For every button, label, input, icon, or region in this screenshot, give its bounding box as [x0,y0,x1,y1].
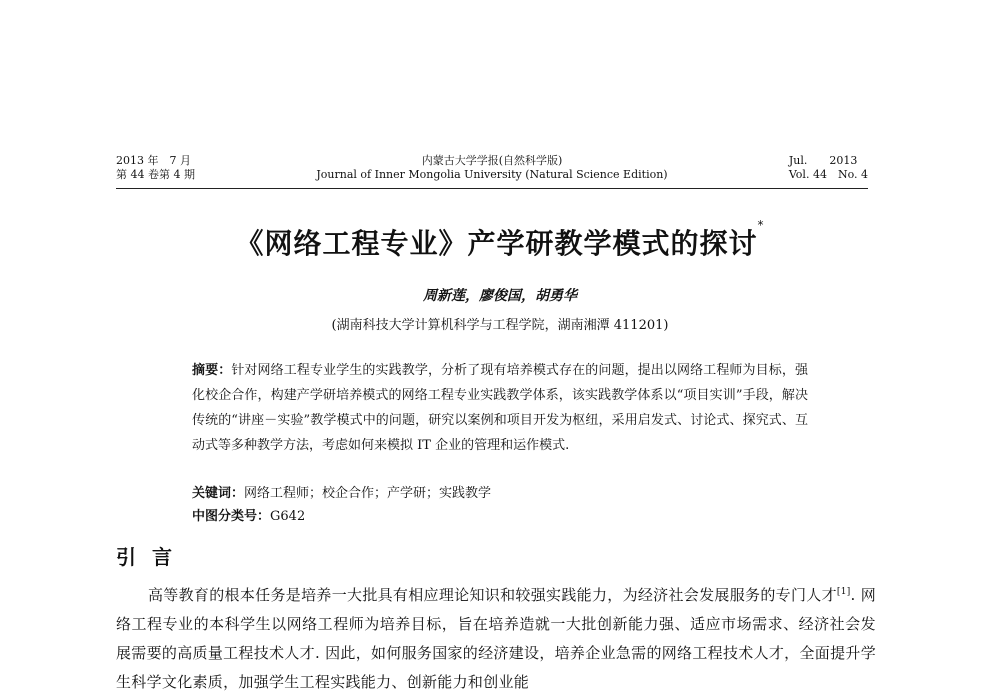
volume-issue-cn: 第 44 卷第 4 期 [116,168,195,181]
journal-name-en: Journal of Inner Mongolia University (Natural Science Edition) [316,168,668,181]
header-rule [116,188,868,189]
body-text-part2: . 网络工程专业的本科学生以网络工程师为培养目标，旨在培养造就一大批创新能力强、适应市场需求、经济社会发展需要的高质量工程技术人才. 因此，如何服务国家的经济建设，培养企业急需的网络工程技术人才，全面提升学生科学文化素质，加强学生工程实践能力、创新能力和创业能 [116,586,876,691]
section-heading: 引言 [116,545,188,569]
keywords-text: 网络工程师；校企合作；产学研；实践教学 [244,486,492,501]
issue-date: 2013 年 7 月 [116,154,191,167]
authors: 周新莲，廖俊国，胡勇华 [423,288,577,304]
journal-name-block [116,154,868,182]
journal-name-cn: 内蒙古大学学报(自然科学版) [421,154,563,167]
body-text [116,578,876,697]
clc-text: G642 [270,509,306,524]
abstract-text: 针对网络工程专业学生的实践教学，分析了现有培养模式存在的问题，提出以网络工程师为目标，强化校企合作，构建产学研培养模式的网络工程专业实践教学体系，该实践教学体系以“项目实训”手段，解决传统的“讲座－实验”教学模式中的问题，研究以案例和项目开发为枢纽，采用启发式、讨论式、探究式、互动式等多种教学方法，考虑如何来模拟 IT 企业的管理和运作模式. [192,363,808,453]
body-text-part1: 高等教育的根本任务是培养一大批具有相应理论知识和较强实践能力，为经济社会发展服务的专门人才 [148,586,837,604]
journal-header [116,154,868,184]
paper-title-text: 《网络工程专业》产学研教学模式的探讨 [235,227,758,260]
issue-en-block [789,154,868,182]
keywords-label: 关键词： [192,486,245,501]
classification-number [192,505,305,524]
abstract-label: 摘要： [192,363,232,378]
citation-ref: [1] [836,587,851,597]
clc-label: 中图分类号： [192,509,271,524]
title-footnote-mark: * [757,218,765,232]
keywords [192,482,491,501]
issue-month-en: Jul. 2013 [788,154,858,167]
abstract [192,358,808,458]
paper-title [0,218,1000,262]
volume-issue-en: Vol. 44 No. 4 [788,168,868,181]
affiliation: (湖南科技大学计算机科学与工程学院，湖南湘潭 411201) [331,318,669,333]
body-paragraph [116,578,876,697]
